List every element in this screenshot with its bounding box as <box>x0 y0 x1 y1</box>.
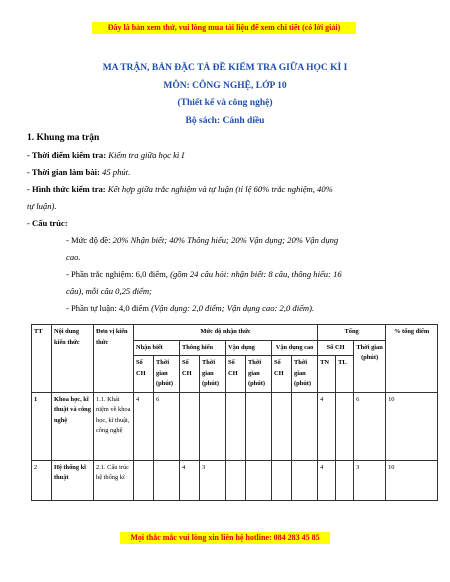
title-line-1: MA TRẬN, BẢN ĐẶC TẢ ĐỀ KIỂM TRA GIỮA HỌC KÌ I <box>102 63 348 73</box>
mcq-prefix: - Phần trắc nghiệm: 6,0 điểm, <box>66 269 168 279</box>
row-th-soch <box>180 392 200 460</box>
table-row <box>32 392 438 460</box>
essay-prefix: - Phần tự luận: 4,0 điểm <box>66 303 149 313</box>
level-prefix: - Mức độ đề: <box>66 235 111 245</box>
exam-time-value: Kiểm tra giữa học kì I <box>108 150 185 160</box>
row-vd-soch <box>226 392 246 460</box>
section-heading: 1. Khung ma trận <box>27 133 100 143</box>
sub-vdc-soch: Số CH <box>272 356 292 393</box>
row-percent: 10 <box>386 392 438 460</box>
sub-tl: TL <box>336 356 354 393</box>
row-vd-time <box>246 460 272 500</box>
document-title <box>0 60 450 130</box>
row-content: Hệ thống kĩ thuật <box>52 460 94 500</box>
row-tl <box>336 392 354 460</box>
structure-label: - Cấu trúc: <box>27 218 68 228</box>
sub-nb-time: Thời gian (phút) <box>154 356 180 393</box>
mcq-line <box>27 266 427 283</box>
duration-value: 45 phút. <box>102 167 131 177</box>
row-vdc-time <box>292 460 318 500</box>
sub-tn: TN <box>318 356 336 393</box>
header-vd: Vận dụng <box>226 340 272 356</box>
header-th: Thông hiểu <box>180 340 226 356</box>
row-vdc-soch <box>272 460 292 500</box>
header-tt: TT <box>32 325 52 393</box>
sub-th-soch: Số CH <box>180 356 200 393</box>
format-value: Kết hợp giữa trắc nghiệm và tự luận (tỉ lệ 60% trắc nghiệm, 40% <box>107 184 333 194</box>
row-th-soch: 4 <box>180 460 200 500</box>
preview-banner: Đây là bản xem thử, vui lòng mua tài liệu để xem chi tiết (có lời giải) <box>92 22 356 34</box>
duration-line <box>27 164 427 181</box>
row-nb-soch: 4 <box>134 392 154 460</box>
level-value: 20% Nhận biết; 40% Thông hiểu; 20% Vận dụng; 20% Vận dụng <box>112 235 339 245</box>
row-nb-time <box>154 460 180 500</box>
row-percent: 10 <box>386 460 438 500</box>
exam-time-label: - Thời điểm kiểm tra: <box>27 150 107 160</box>
row-tt: 1 <box>32 392 52 460</box>
header-vdc: Vận dụng cao <box>272 340 318 356</box>
level-line <box>27 232 427 249</box>
row-th-time: 3 <box>200 460 226 500</box>
header-unit: Đơn vị kiến thức <box>94 325 134 393</box>
duration-label: - Thời gian làm bài: <box>27 167 100 177</box>
row-content: Khoa học, kĩ thuật và công nghệ <box>52 392 94 460</box>
header-soch: Số CH <box>318 340 354 356</box>
row-tl <box>336 460 354 500</box>
row-unit: 1.1. Khái niệm về khoa học, kĩ thuật, công nghệ <box>94 392 134 460</box>
row-time: 3 <box>354 460 386 500</box>
header-total: Tổng <box>318 325 386 341</box>
exam-time-line <box>27 147 427 164</box>
mcq-value: (gồm 24 câu hỏi: nhận biết: 8 câu, thông hiểu: 16 <box>170 269 342 279</box>
level-value-cont: cao. <box>66 252 81 262</box>
hotline-banner: Mọi thắc mắc vui lòng xin liên hệ hotline: 084 283 45 85 <box>120 532 330 544</box>
format-line <box>27 181 427 198</box>
header-content: Nội dung kiến thức <box>52 325 94 393</box>
row-vd-time <box>246 392 272 460</box>
title-line-2: MÔN: CÔNG NGHỆ, LỚP 10 <box>163 80 287 91</box>
row-vdc-soch <box>272 392 292 460</box>
sub-vdc-time: Thời gian (phút) <box>292 356 318 393</box>
sub-th-time: Thời gian (phút) <box>200 356 226 393</box>
row-time: 6 <box>354 392 386 460</box>
header-time: Thời gian (phút) <box>354 340 386 392</box>
row-tt: 2 <box>32 460 52 500</box>
header-nb: Nhận biết <box>134 340 180 356</box>
matrix-table <box>31 324 438 501</box>
header-row-1 <box>32 325 438 341</box>
title-line-3: (Thiết kế và công nghệ) <box>177 98 273 108</box>
row-tn: 4 <box>318 392 336 460</box>
header-level: Mức độ nhận thức <box>134 325 318 341</box>
table-row <box>32 460 438 500</box>
mcq-value-cont: câu), mỗi câu 0,25 điểm; <box>66 286 152 296</box>
document-body <box>27 130 427 317</box>
header-percent: % tổng điểm <box>386 325 438 393</box>
row-vd-soch <box>226 460 246 500</box>
row-nb-soch <box>134 460 154 500</box>
title-line-4: Bộ sách: Cánh diều <box>185 115 265 126</box>
sub-nb-soch: Số CH <box>134 356 154 393</box>
format-value-cont: tự luận). <box>27 201 57 211</box>
row-th-time <box>200 392 226 460</box>
row-nb-time: 6 <box>154 392 180 460</box>
sub-vd-time: Thời gian (phút) <box>246 356 272 393</box>
essay-line <box>27 300 427 317</box>
row-tn: 4 <box>318 460 336 500</box>
format-label: - Hình thức kiểm tra: <box>27 184 106 194</box>
essay-value: (Vận dụng: 2,0 điểm; Vận dụng cao: 2,0 điểm). <box>151 303 315 313</box>
sub-vd-soch: Số CH <box>226 356 246 393</box>
row-vdc-time <box>292 392 318 460</box>
row-unit: 2.1. Cấu trúc hệ thống kĩ <box>94 460 134 500</box>
